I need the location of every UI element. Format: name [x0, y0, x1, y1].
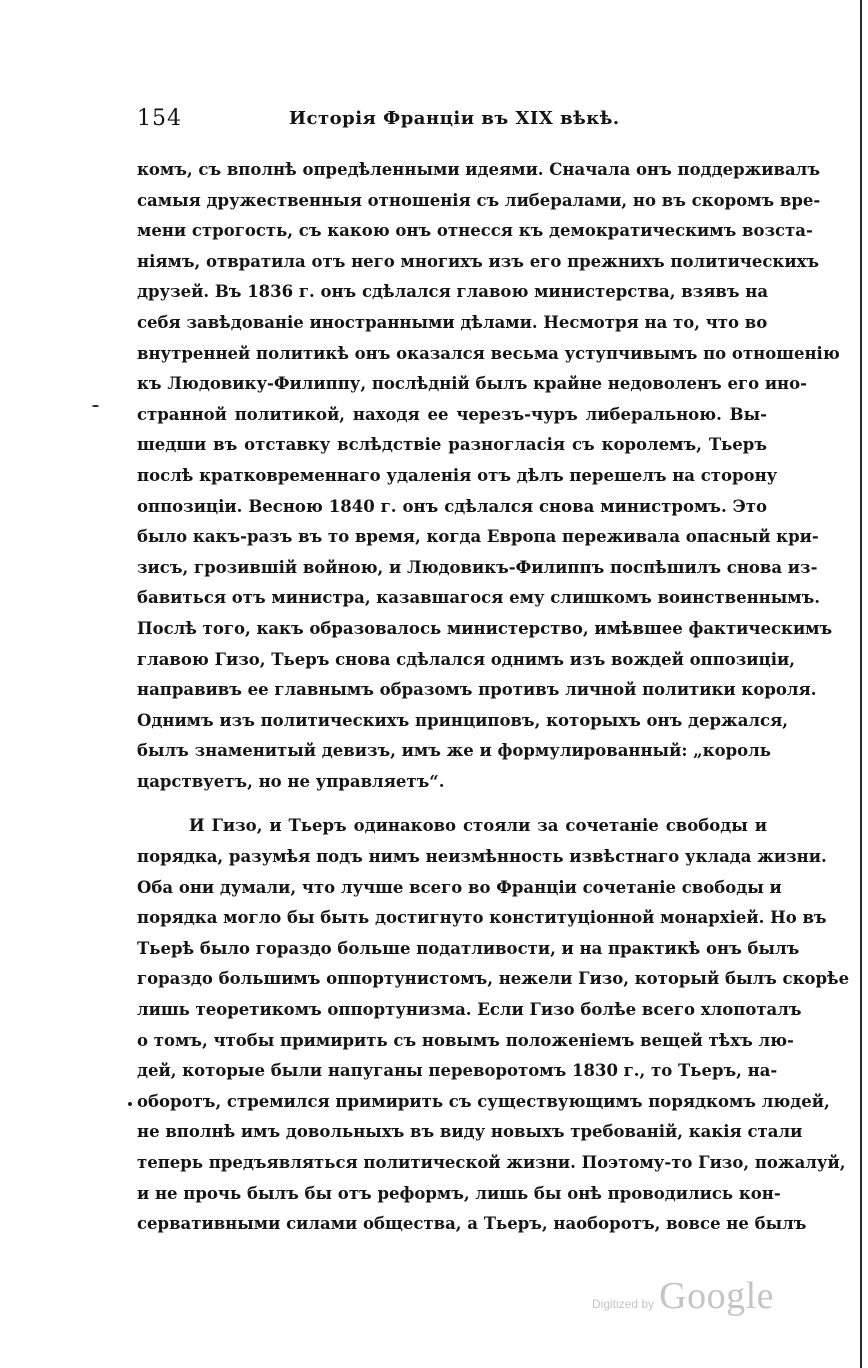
running-title: Исторія Франціи въ XIX вѣкѣ. [289, 108, 620, 129]
text-line: самыя дружественныя отношенія съ либералами, но въ скоромъ вре- [137, 190, 821, 210]
text-line: оборотъ, стремился примирить съ существующимъ порядкомъ людей, [137, 1091, 830, 1111]
text-line: оппозиціи. Весною 1840 г. онъ сдѣлался снова министромъ. Это [137, 496, 767, 516]
scan-speck [92, 405, 99, 407]
text-line: Послѣ того, какъ образовалось министерство, имѣвшее фактическимъ [137, 618, 833, 638]
text-line: Тьерѣ было гораздо больше податливости, и на практикѣ онъ былъ [137, 938, 800, 958]
text-line: лишь теоретикомъ оппортунизма. Если Гизо болѣе всего хлопоталъ [137, 1000, 802, 1020]
text-line: зисъ, грозившій войною, и Людовикъ-Филиппъ поспѣшилъ снова из- [137, 557, 818, 577]
body-text [137, 155, 850, 1240]
text-line: внутренней политикѣ онъ оказался весьма уступчивымъ по отношенію [137, 343, 840, 363]
text-line: себя завѣдованіе иностранными дѣлами. Несмотря на то, что во [137, 312, 768, 332]
text-line: друзей. Въ 1836 г. онъ сдѣлался главою министерства, взявъ на [137, 282, 769, 302]
text-line: мени строгость, съ какою онъ отнесся къ демократическимъ возста- [137, 221, 813, 241]
page-edge-divider [860, 0, 862, 1368]
text-line: порядка, разумѣя подъ нимъ неизмѣнность извѣстнаго уклада жизни. [137, 847, 827, 867]
watermark-logo: Google [659, 1275, 774, 1317]
text-line: Оба они думали, что лучше всего во Франціи сочетаніе свободы и [137, 877, 782, 897]
watermark-prefix: Digitized by [592, 1297, 655, 1311]
paragraph [137, 811, 850, 1239]
text-line: И Гизо, и Тьеръ одинаково стояли за сочетаніе свободы и [189, 816, 767, 836]
text-line: царствуетъ, но не управляетъ“. [137, 771, 445, 791]
text-line: комъ, съ вполнѣ опредѣленными идеями. Сначала онъ поддерживалъ [137, 160, 820, 179]
text-line: о томъ, чтобы примирить съ новымъ положеніемъ вещей тѣхъ лю- [137, 1030, 794, 1050]
text-line: послѣ кратковременнаго удаленія отъ дѣлъ перешелъ на сторону [137, 465, 778, 485]
text-line: не вполнѣ имъ довольныхъ въ виду новыхъ требованій, какія стали [137, 1122, 803, 1142]
text-line: ніямъ, отвратила отъ него многихъ изъ его прежнихъ политическихъ [137, 251, 820, 271]
digitized-watermark [592, 1274, 774, 1324]
text-line: къ Людовику-Филиппу, послѣдній былъ крайне недоволенъ его ино- [137, 374, 807, 394]
text-line: бавиться отъ министра, казавшагося ему слишкомъ воинственнымъ. [137, 588, 821, 608]
scan-speck [128, 1102, 132, 1106]
page-number: 154 [137, 106, 182, 131]
text-line: гораздо большимъ оппортунистомъ, нежели Гизо, который былъ скорѣе [137, 969, 850, 989]
text-line: главою Гизо, Тьеръ снова сдѣлался однимъ изъ вождей оппозиціи, [137, 649, 795, 669]
text-line: было какъ-разъ въ то время, когда Европа переживала опасный кри- [137, 527, 819, 547]
text-line: шедши въ отставку вслѣдствіе разногласія съ королемъ, Тьеръ [137, 435, 767, 455]
running-head [137, 106, 767, 136]
text-line: Однимъ изъ политическихъ принциповъ, которыхъ онъ держался, [137, 710, 789, 730]
paragraph-gap [137, 797, 767, 811]
text-line: направивъ ее главнымъ образомъ противъ личной политики короля. [137, 680, 817, 700]
paragraph [137, 155, 840, 797]
text-line: сервативными силами общества, а Тьеръ, наоборотъ, вовсе не былъ [137, 1214, 807, 1234]
text-line: былъ знаменитый девизъ, имъ же и формулированный: „король [137, 741, 771, 761]
text-line: и не прочь былъ бы отъ реформъ, лишь бы онѣ проводились кон- [137, 1183, 781, 1203]
text-line: порядка могло бы быть достигнуто конституціонной монархіей. Но въ [137, 908, 827, 928]
text-line: теперь предъявляться политической жизни. Поэтому-то Гизо, пожалуй, [137, 1153, 846, 1172]
text-line: странной политикой, находя ее черезъ-чуръ либеральною. Вы- [137, 404, 767, 424]
text-line: дей, которые были напуганы переворотомъ 1830 г., то Тьеръ, на- [137, 1061, 778, 1081]
